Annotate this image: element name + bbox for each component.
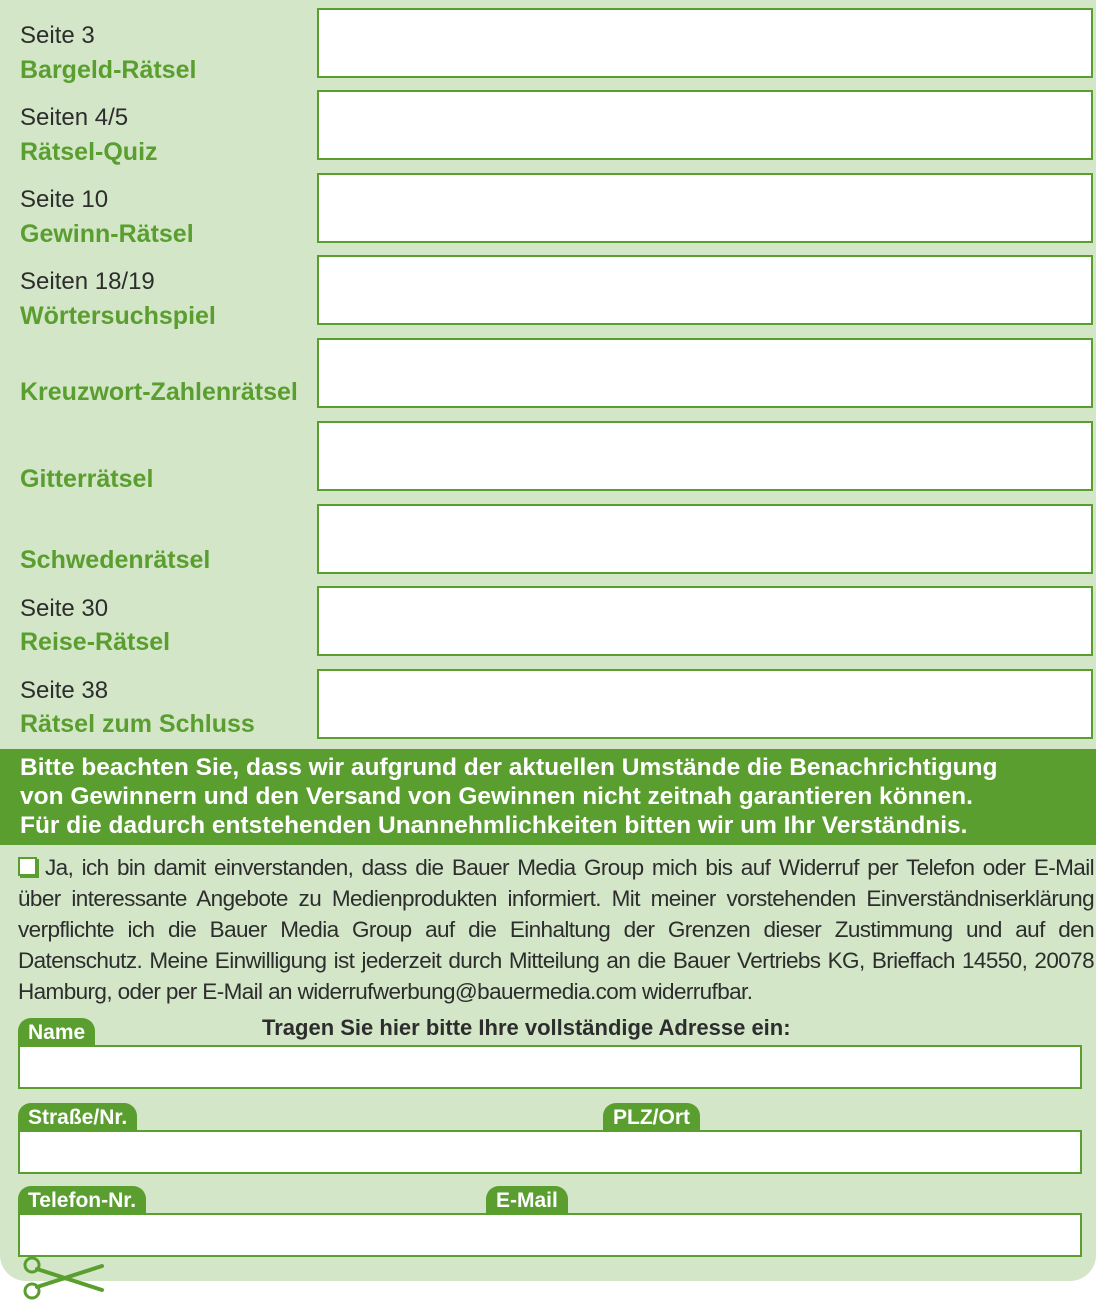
name-label: Name: [18, 1018, 95, 1046]
answer-field[interactable]: [317, 586, 1093, 656]
answer-field[interactable]: [317, 504, 1093, 574]
consent-text: Ja, ich bin damit einverstanden, dass die Bauer Media Group mich bis auf Widerruf per Telefon oder E-Mail über interessante Angebote zu Medienprodukten informiert. Mit meiner vorstehenden Einverständniserklärung verpflichte ich die Bauer Media Group auf die Einhaltung der Grenzen dieser Zustimmung und auf den Datenschutz. Meine Einwilligung ist jederzeit durch Mitteilung an die Bauer Vertriebs KG, Brieffach 14550, 20078 Hamburg, oder per E-Mail an widerrufwerbung@bauermedia.com widerrufbar.: [18, 855, 1094, 1004]
email-label: E-Mail: [486, 1186, 568, 1214]
puzzle-name: Kreuzwort-Zahlenrätsel: [20, 378, 298, 406]
puzzle-row: [0, 338, 1096, 420]
puzzle-name: Reise-Rätsel: [20, 628, 171, 656]
puzzle-page: Seite 38: [20, 677, 109, 704]
puzzle-name: Gitterrätsel: [20, 465, 154, 493]
puzzle-page: Seite 30: [20, 595, 109, 622]
zip-city-label: PLZ/Ort: [603, 1103, 700, 1131]
answer-field[interactable]: [317, 338, 1093, 408]
answer-field[interactable]: [317, 90, 1093, 160]
puzzle-name: Rätsel-Quiz: [20, 138, 158, 166]
puzzle-page: Seite 3: [20, 22, 95, 49]
puzzle-name: Bargeld-Rätsel: [20, 56, 197, 84]
puzzle-row: [0, 90, 1096, 172]
puzzle-name: Schwedenrätsel: [20, 546, 211, 574]
consent-paragraph: [18, 852, 1094, 1007]
puzzle-row: [0, 421, 1096, 503]
puzzle-name: Rätsel zum Schluss: [20, 710, 255, 738]
phone-label: Telefon-Nr.: [18, 1186, 146, 1214]
answer-field[interactable]: [317, 173, 1093, 243]
puzzle-row: [0, 8, 1096, 90]
puzzle-row: [0, 173, 1096, 255]
consent-checkbox[interactable]: [18, 857, 37, 876]
notice-line: Für die dadurch entstehenden Unannehmlichkeiten bitten wir um Ihr Verständnis.: [20, 812, 968, 839]
puzzle-name: Wörtersuchspiel: [20, 302, 216, 330]
address-hint: Tragen Sie hier bitte Ihre vollständige Adresse ein:: [262, 1015, 791, 1040]
puzzle-row: [0, 669, 1096, 751]
puzzle-page: Seiten 18/19: [20, 268, 155, 295]
puzzle-row: [0, 504, 1096, 586]
puzzle-page: Seite 10: [20, 186, 109, 213]
name-field[interactable]: [18, 1045, 1082, 1089]
street-label: Straße/Nr.: [18, 1103, 137, 1131]
scissors-icon: [22, 1256, 106, 1300]
answer-field[interactable]: [317, 8, 1093, 78]
puzzle-page: Seiten 4/5: [20, 104, 129, 131]
street-zip-city-field[interactable]: [18, 1130, 1082, 1174]
answer-field[interactable]: [317, 255, 1093, 325]
puzzle-name: Gewinn-Rätsel: [20, 220, 194, 248]
puzzle-row: [0, 255, 1096, 337]
phone-email-field[interactable]: [18, 1213, 1082, 1257]
answer-field[interactable]: [317, 669, 1093, 739]
notice-line: Bitte beachten Sie, dass wir aufgrund der aktuellen Umstände die Benachrichtigung: [20, 754, 998, 781]
notice-line: von Gewinnern und den Versand von Gewinnen nicht zeitnah garantieren können.: [20, 783, 973, 810]
answer-field[interactable]: [317, 421, 1093, 491]
puzzle-row: [0, 586, 1096, 668]
notice-banner: [0, 749, 1096, 845]
